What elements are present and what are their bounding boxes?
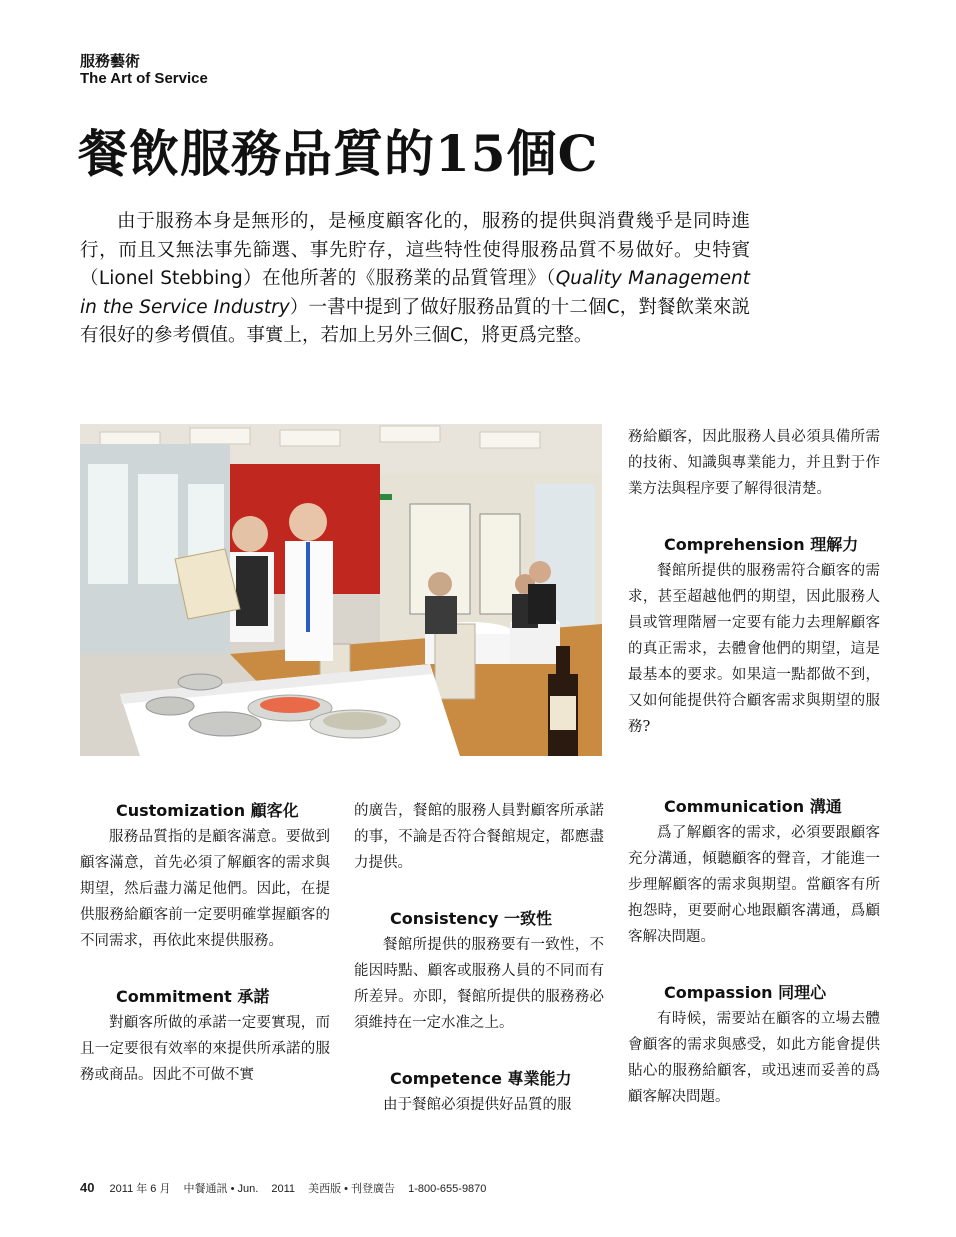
- consistency-heading: Consistency 一致性: [390, 909, 553, 928]
- competence-continued-text: 務給顧客，因此服務人員必須具備所需的技術、知識與專業能力，并且對于作業方法與程序要了解得很清楚。: [628, 429, 880, 497]
- section-label-zh: 服務藝術: [80, 53, 141, 70]
- intro-text-1: 由于服務本身是無形的，是極度顧客化的，服務的提供與消費幾乎是同時進行，而且又無法事先篩選、事先貯存，這些特性使得服務品質不易做好。史特賓（Lionel Stebbing）在他所著的《服務業的品質管理》（: [80, 211, 750, 290]
- compassion-text: 有時候，需要站在顧客的立場去體會顧客的需求與感受，如此方能會提供貼心的服務給顧客，或迅速而妥善的爲顧客解决問題。: [628, 1011, 880, 1105]
- page-footer: [80, 1180, 496, 1196]
- right-column-top: [628, 424, 880, 740]
- comprehension-heading: Comprehension 理解力: [664, 535, 859, 554]
- commitment-continued-text: 的廣告，餐館的服務人員對顧客所承諾的事，不論是否符合餐館規定，都應盡力提供。: [354, 803, 604, 871]
- communication-heading: Communication 溝通: [664, 797, 842, 816]
- competence-text: 由于餐館必須提供好品質的服: [383, 1097, 572, 1113]
- customization-text: 服務品質指的是顧客滿意。要做到顧客滿意，首先必須了解顧客的需求與期望，然后盡力滿足他們。因此，在提供服務給顧客前一定要明確掌握顧客的不同需求，再依此來提供服務。: [80, 829, 330, 949]
- communication-text: 爲了解顧客的需求，必須要跟顧客充分溝通，傾聽顧客的聲音，才能進一步理解顧客的需求與期望。當顧客有所抱怨時，更要耐心地跟顧客溝通，爲顧客解决問題。: [628, 825, 880, 945]
- footer-date: 2011 年 6 月: [109, 1183, 171, 1195]
- column-1: [80, 798, 330, 1088]
- column-3: [628, 794, 880, 1110]
- page-number: 40: [80, 1180, 95, 1195]
- compassion-heading: Compassion 同理心: [664, 983, 827, 1002]
- intro-paragraph: [80, 208, 750, 351]
- consistency-text: 餐館所提供的服務要有一致性，不能因時點、顧客或服務人員的不同而有所差异。亦即，餐館所提供的服務務必須維持在一定水准之上。: [354, 937, 604, 1031]
- commitment-text: 對顧客所做的承諾一定要實現，而且一定要很有效率的來提供所承諾的服務或商品。因此不可做不實: [80, 1015, 330, 1083]
- section-label-en: The Art of Service: [80, 70, 208, 87]
- intro-book-title: Quality Management in the Service Industry: [80, 268, 751, 318]
- comprehension-text: 餐館所提供的服務需符合顧客的需求，甚至超越他們的期望，因此服務人員或管理階層一定要有能力去理解顧客的真正需求，去體會他們的期望，這是最基本的要求。如果這一點都做不到，又如何能提供符合顧客需求與期望的服務?: [628, 563, 880, 735]
- customization-heading: Customization 顧客化: [116, 801, 299, 820]
- footer-phone: 1-800-655-9870: [408, 1183, 487, 1195]
- page-title: 餐飲服務品質的15個C: [78, 124, 599, 183]
- footer-year: 2011: [271, 1183, 296, 1195]
- footer-publication: 中餐通訊 • Jun.: [183, 1183, 259, 1195]
- competence-heading: Competence 專業能力: [390, 1069, 572, 1088]
- intro-text-2: ）一書中提到了做好服務品質的十二個C，對餐飲業來説有很好的參考價值。事實上，若加上另外三個C，將更爲完整。: [80, 296, 751, 347]
- footer-edition: 美西版 • 刊登廣告: [308, 1183, 396, 1195]
- restaurant-photo: [80, 424, 602, 756]
- commitment-heading: Commitment 承諾: [116, 987, 270, 1006]
- column-2: [354, 798, 604, 1118]
